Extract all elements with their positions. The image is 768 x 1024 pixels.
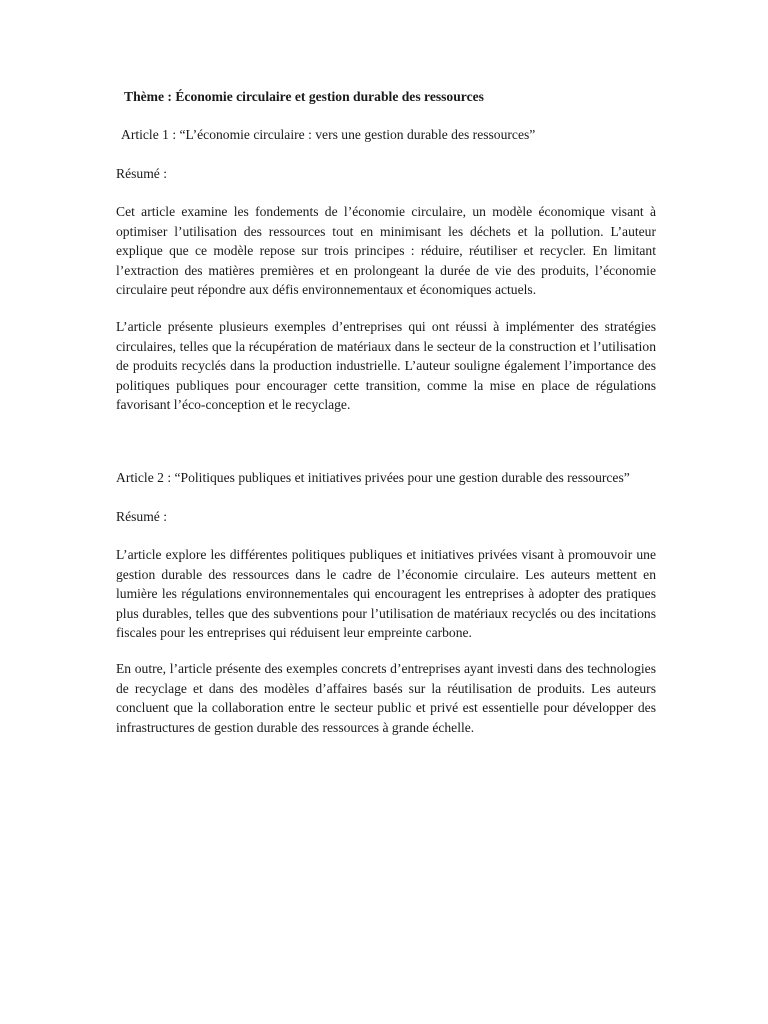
article-2-paragraph-1: L’article explore les différentes politiques publiques et initiatives privées visant à promouvoir une gestion durable des ressources dans le cadre de l’économie circulaire. Les auteurs mettent en lumière les régulations environnementales qui encouragent les entreprises à adopter des pratiques plus durables, telles que des subventions pour l’utilisation de matériaux recyclés ou des incitations fiscales pour les entreprises qui réduisent leur empreinte carbone. xyxy=(116,547,656,640)
theme-heading: Thème : Économie circulaire et gestion durable des ressources xyxy=(124,89,484,104)
article-1-resume-label: Résumé : xyxy=(116,166,167,181)
article-1-title: Article 1 : “L’économie circulaire : vers une gestion durable des ressources” xyxy=(121,127,536,142)
article-2-resume-label: Résumé : xyxy=(116,509,167,524)
article-1-paragraph-1: Cet article examine les fondements de l’économie circulaire, un modèle économique visant à optimiser l’utilisation des ressources tout en minimisant les déchets et la pollution. L’auteur explique que ce modèle repose sur trois principes : réduire, réutiliser et recycler. En limitant l’extraction des matières premières et en prolongeant la durée de vie des produits, l’économie circulaire peut répondre aux défis environnementaux et économiques actuels. xyxy=(116,204,656,297)
article-2-title: Article 2 : “Politiques publiques et initiatives privées pour une gestion durable des ressources” xyxy=(116,470,630,485)
article-1-paragraph-2: L’article présente plusieurs exemples d’entreprises qui ont réussi à implémenter des stratégies circulaires, telles que la récupération de matériaux dans le secteur de la construction et l’utilisation de produits recyclés dans la production industrielle. L’auteur souligne également l’importance des politiques publiques pour encourager cette transition, comme la mise en place de régulations favorisant l’éco-conception et le recyclage. xyxy=(116,319,656,412)
article-2-paragraph-2: En outre, l’article présente des exemples concrets d’entreprises ayant investi dans des technologies de recyclage et dans des modèles d’affaires basés sur la réutilisation de produits. Les auteurs concluent que la collaboration entre le secteur public et privé est essentielle pour développer des infrastructures de gestion durable des ressources à grande échelle. xyxy=(116,661,656,735)
